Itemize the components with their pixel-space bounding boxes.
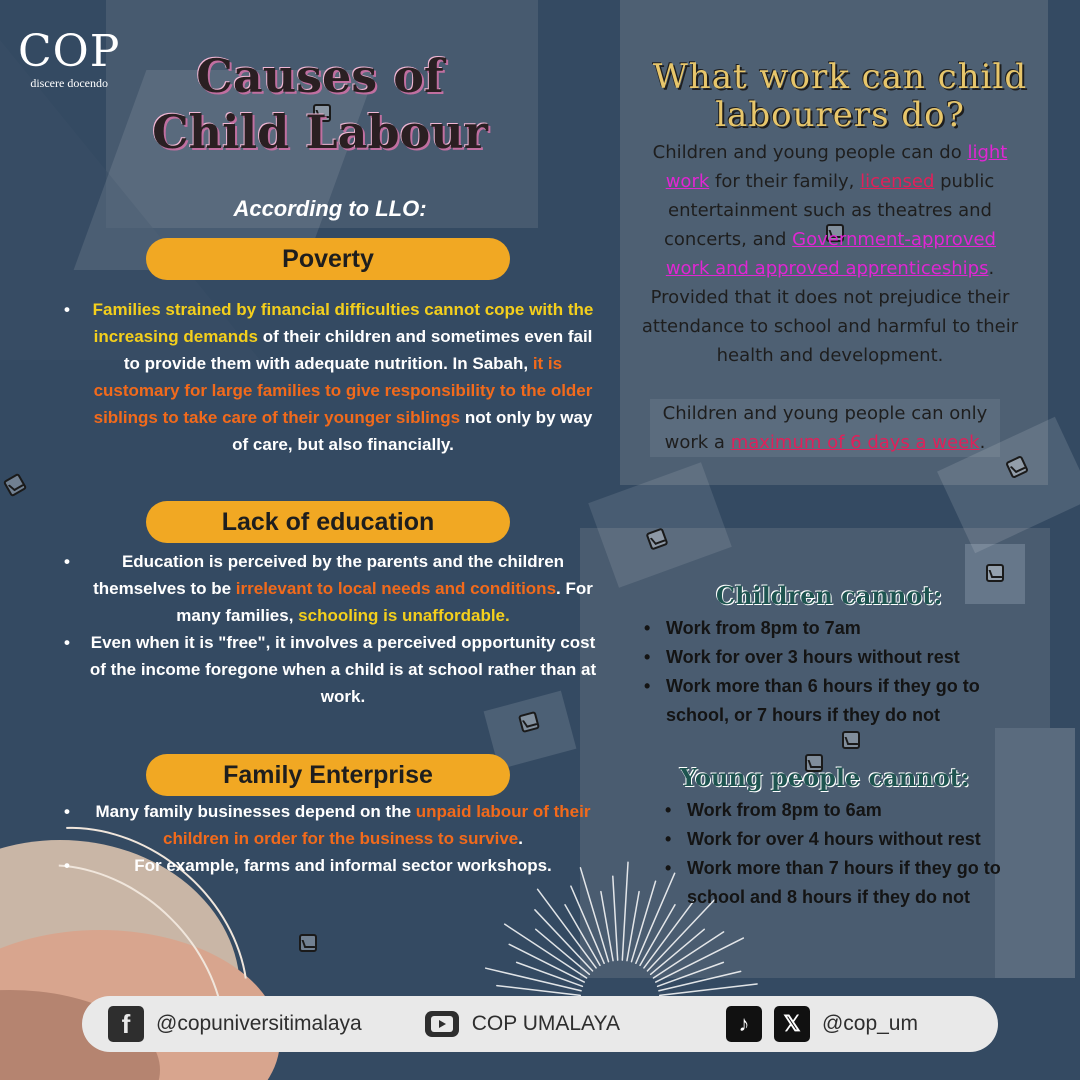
tiktok-icon[interactable]: ♪ bbox=[726, 1006, 762, 1042]
highlighted-text[interactable]: Government-approved work and approved apprenticeships bbox=[665, 229, 996, 279]
list-item bbox=[60, 629, 600, 710]
text-run: . For many families, bbox=[176, 579, 593, 625]
image-placeholder-icon bbox=[299, 934, 317, 952]
allowed-work-paragraph bbox=[640, 138, 1020, 370]
facebook-icon[interactable]: f bbox=[108, 1006, 144, 1042]
section-heading-education: Lack of education bbox=[146, 501, 510, 543]
young-people-cannot-heading: Young people cannot: bbox=[680, 763, 970, 792]
list-item bbox=[60, 296, 600, 458]
text-run: . bbox=[518, 829, 523, 848]
list-item: • Work more than 6 hours if they go to school, or 7 hours if they do not bbox=[642, 672, 1022, 730]
text-run: . Provided that it does not prejudice their attendance to school and harmful to their health and development. bbox=[641, 258, 1019, 366]
list-item: • Work for over 4 hours without rest bbox=[663, 825, 1043, 854]
firework-ray bbox=[656, 938, 744, 982]
firework-ray bbox=[536, 929, 590, 974]
list-item bbox=[60, 852, 600, 879]
firework-ray bbox=[631, 881, 655, 961]
highlighted-text: schooling is unaffordable. bbox=[298, 606, 510, 625]
highlighted-text: unpaid labour of their children in order for the business to survive bbox=[163, 802, 591, 848]
section-heading-family-enterprise: Family Enterprise bbox=[146, 754, 510, 796]
firework-ray bbox=[613, 876, 618, 960]
poverty-list bbox=[60, 296, 600, 458]
logo-text: COP bbox=[18, 26, 121, 77]
text-run: for their family, bbox=[709, 171, 861, 192]
right-title: What work can child labourers do? bbox=[652, 57, 1028, 135]
text-run: Children and young people can do bbox=[652, 142, 968, 163]
social-footer bbox=[82, 996, 998, 1052]
family-enterprise-list bbox=[60, 798, 600, 879]
highlighted-text[interactable]: light work bbox=[665, 142, 1008, 192]
highlighted-text[interactable]: maximum of 6 days a week bbox=[730, 432, 980, 453]
page-title: Causes of Child Labour bbox=[152, 49, 488, 159]
image-placeholder-icon bbox=[842, 731, 860, 749]
firework-ray bbox=[653, 932, 723, 978]
text-run: Children and young people can only work a bbox=[662, 403, 988, 453]
children-cannot-heading: Children cannot: bbox=[716, 581, 943, 610]
text-run: For example, farms and informal sector workshops. bbox=[134, 856, 552, 875]
text-run: not only by way of care, but also financially. bbox=[232, 408, 593, 454]
facebook-handle[interactable]: @copuniversitimalaya bbox=[156, 1012, 362, 1035]
x-handle[interactable]: @cop_um bbox=[821, 1012, 918, 1035]
firework-ray bbox=[601, 892, 613, 961]
x-icon[interactable]: 𝕏 bbox=[774, 1006, 810, 1042]
logo-tagline: discere docendo bbox=[30, 76, 108, 90]
text-run: Many family businesses depend on the bbox=[95, 802, 416, 821]
youtube-icon[interactable] bbox=[424, 1006, 460, 1042]
text-run: . bbox=[979, 432, 986, 453]
text-run: Even when it is "free", it involves a perceived opportunity cost of the income foregone when a child is at school rather than at work. bbox=[89, 633, 597, 706]
image-placeholder-icon bbox=[986, 564, 1004, 582]
text-run: Education is perceived by the parents and the children themselves to be bbox=[93, 552, 565, 598]
logo bbox=[18, 26, 121, 91]
young-people-cannot-list bbox=[663, 796, 1043, 912]
highlighted-text: it is customary for large families to give responsibility to the older siblings to take care of their younger siblings bbox=[93, 354, 593, 427]
firework-ray bbox=[622, 862, 628, 960]
list-item bbox=[60, 798, 600, 852]
list-item: • Work from 8pm to 7am bbox=[642, 614, 1022, 643]
youtube-channel[interactable]: COP UMALAYA bbox=[471, 1012, 620, 1035]
list-item bbox=[60, 548, 600, 629]
firework-ray bbox=[486, 968, 581, 991]
highlighted-text[interactable]: licensed bbox=[860, 171, 935, 192]
section-heading-poverty: Poverty bbox=[146, 238, 510, 280]
list-item: • Work from 8pm to 6am bbox=[663, 796, 1043, 825]
highlighted-text: Families strained by financial difficulties cannot cope with the increasing demands bbox=[92, 300, 594, 346]
education-list bbox=[60, 548, 600, 710]
image-placeholder-icon bbox=[3, 473, 28, 498]
list-item: • Work for over 3 hours without rest bbox=[642, 643, 1022, 672]
firework-ray bbox=[627, 892, 639, 961]
children-cannot-list bbox=[642, 614, 1022, 730]
text-run: of their children and sometimes even fail to provide them with adequate nutrition. In Sabah, bbox=[123, 327, 593, 373]
highlighted-text: irrelevant to local needs and conditions bbox=[235, 579, 557, 598]
firework-ray bbox=[651, 929, 705, 974]
firework-ray bbox=[660, 984, 757, 995]
text-run: public entertainment such as theatres and concerts, and bbox=[664, 171, 995, 250]
max-days-paragraph bbox=[650, 399, 1000, 457]
list-item: • Work more than 7 hours if they go to school and 8 hours if they do not bbox=[663, 854, 1043, 912]
subtitle: According to LLO: bbox=[233, 196, 427, 221]
